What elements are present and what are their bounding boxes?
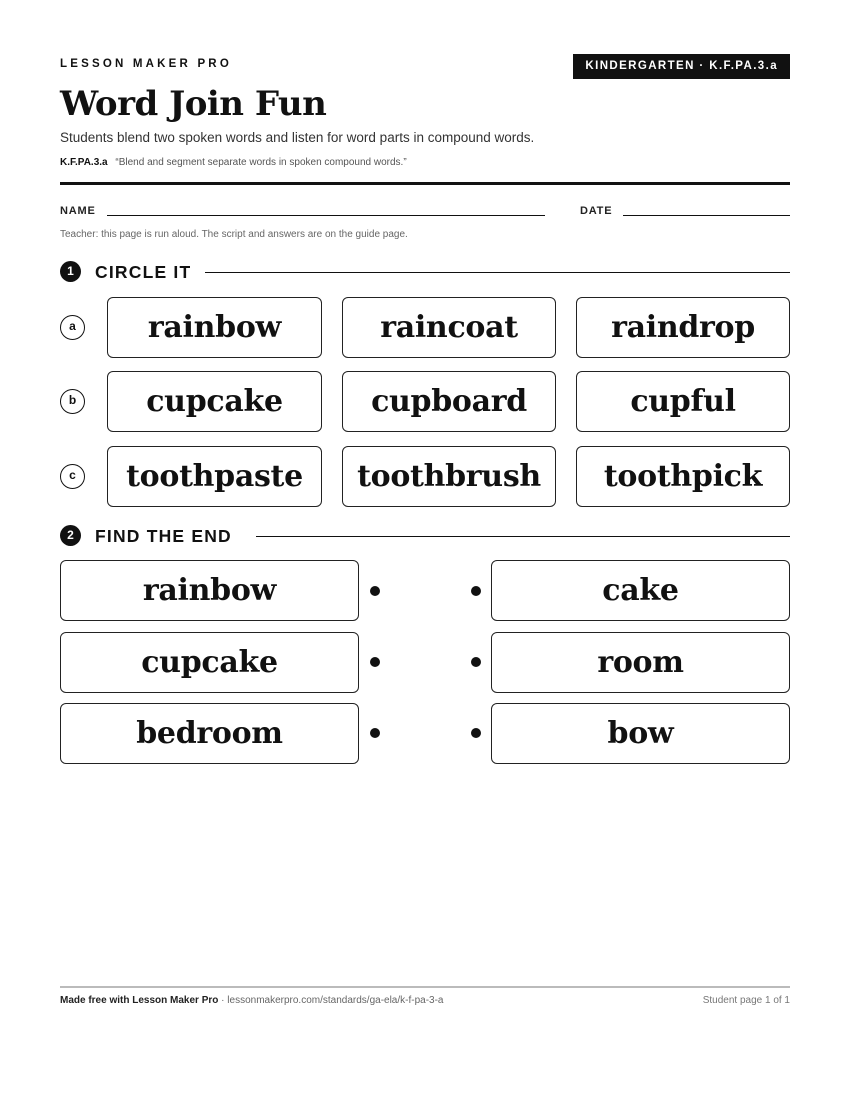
section-title: CIRCLE IT	[95, 262, 192, 282]
match-right-dot[interactable]	[471, 728, 481, 738]
match-left-word-box[interactable]: bedroom	[60, 703, 359, 764]
page-subtitle: Students blend two spoken words and listen for word parts in compound words.	[60, 130, 535, 145]
brand-name: LESSON MAKER PRO	[60, 58, 232, 70]
name-label: NAME	[60, 205, 96, 217]
header-divider	[60, 182, 790, 185]
standard-text: “Blend and segment separate words in spoken compound words.”	[115, 157, 407, 168]
word-choice-box[interactable]: cupcake	[107, 371, 322, 432]
word-choice-box[interactable]: rainbow	[107, 297, 322, 358]
footer-credit	[60, 995, 444, 1006]
section-number-badge: 2	[60, 525, 81, 546]
standard-code: K.F.PA.3.a	[60, 157, 108, 168]
word-choice-box[interactable]: toothpaste	[107, 446, 322, 507]
section-circle-it-header	[60, 260, 790, 284]
section-number-badge: 1	[60, 261, 81, 282]
grade-badge: KINDERGARTEN · K.F.PA.3.a	[573, 54, 790, 79]
word-choice-box[interactable]: cupboard	[342, 371, 556, 432]
date-field[interactable]	[623, 215, 790, 216]
match-left-word-box[interactable]: rainbow	[60, 560, 359, 621]
match-right-dot[interactable]	[471, 657, 481, 667]
footer-separator: ·	[218, 995, 228, 1006]
match-right-word-box[interactable]: room	[491, 632, 790, 693]
row-letter-badge: a	[60, 315, 85, 340]
match-left-dot[interactable]	[370, 657, 380, 667]
word-choice-box[interactable]: raindrop	[576, 297, 790, 358]
match-left-dot[interactable]	[370, 586, 380, 596]
section-divider	[205, 272, 790, 273]
word-choice-box[interactable]: cupful	[576, 371, 790, 432]
page-title: Word Join Fun	[60, 84, 327, 124]
teacher-note: Teacher: this page is run aloud. The script and answers are on the guide page.	[60, 229, 408, 240]
footer-credit-text: Made free with Lesson Maker Pro	[60, 995, 219, 1006]
match-right-word-box[interactable]: bow	[491, 703, 790, 764]
footer-page-number: Student page 1 of 1	[702, 995, 790, 1006]
name-field[interactable]	[107, 215, 545, 216]
match-left-word-box[interactable]: cupcake	[60, 632, 359, 693]
word-choice-box[interactable]: toothbrush	[342, 446, 556, 507]
word-choice-box[interactable]: raincoat	[342, 297, 556, 358]
row-letter-badge: c	[60, 464, 85, 489]
match-right-dot[interactable]	[471, 586, 481, 596]
match-left-dot[interactable]	[370, 728, 380, 738]
footer-divider	[60, 986, 790, 988]
section-title: FIND THE END	[95, 526, 232, 546]
row-letter-badge: b	[60, 389, 85, 414]
section-find-the-end-header	[60, 524, 790, 548]
word-choice-box[interactable]: toothpick	[576, 446, 790, 507]
worksheet-page	[60, 0, 790, 1100]
section-divider	[256, 536, 790, 537]
date-label: DATE	[580, 205, 613, 217]
standard-reference	[60, 157, 407, 168]
match-right-word-box[interactable]: cake	[491, 560, 790, 621]
footer-url[interactable]: lessonmakerpro.com/standards/ga-ela/k-f-pa-3-a	[227, 995, 444, 1006]
